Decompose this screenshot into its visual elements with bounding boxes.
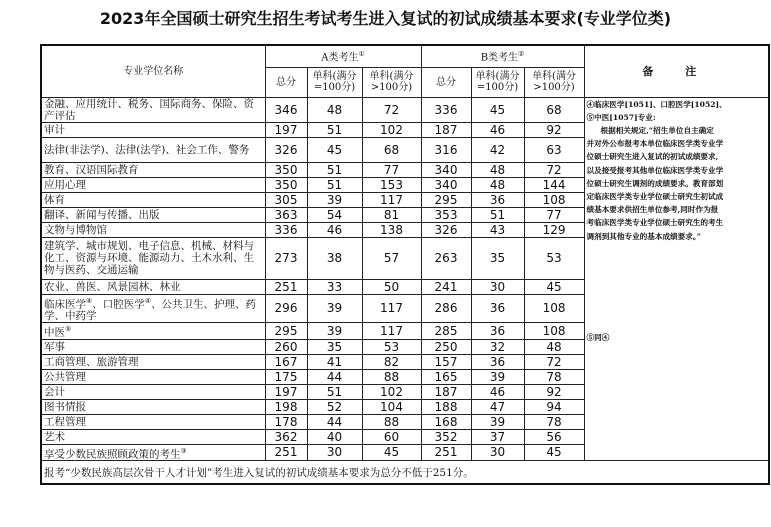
note-line: 位硕士研究生调剂的成绩要求。教育部划 <box>586 178 724 188</box>
score-cell-a-s100: 39 <box>307 323 362 340</box>
note-line: 以及接受报考其他单位临床医学类专业学 <box>586 165 724 175</box>
row-category-name: 建筑学、城市规划、电子信息、机械、材料与化工、资源与环境、能源动力、土木水利、生物与医药、交通运输 <box>41 237 265 279</box>
row-category-name: 工程管理 <box>41 414 265 429</box>
score-cell-a-s100: 51 <box>307 177 362 192</box>
score-cell-b-total: 168 <box>421 414 471 429</box>
score-cell-a-s100: 45 <box>307 137 362 162</box>
note-line: ④临床医学[1051]、口腔医学[1052]、 <box>586 99 727 109</box>
score-cell-a-sover: 82 <box>362 354 421 369</box>
score-cell-b-total: 340 <box>421 177 471 192</box>
score-cell-b-total: 241 <box>421 279 471 294</box>
score-cell-a-s100: 39 <box>307 294 362 323</box>
score-cell-b-sover: 92 <box>524 122 584 137</box>
score-cell-b-total: 285 <box>421 323 471 340</box>
score-cell-a-s100: 44 <box>307 414 362 429</box>
row-category-name: 享受少数民族照顾政策的考生③ <box>41 444 265 461</box>
score-cell-b-total: 352 <box>421 429 471 444</box>
score-cell-b-total: 295 <box>421 192 471 207</box>
score-cell-b-s100: 30 <box>471 444 524 461</box>
row-category-name: 体育 <box>41 192 265 207</box>
score-cell-a-s100: 52 <box>307 399 362 414</box>
score-cell-b-sover: 108 <box>524 192 584 207</box>
score-cell-a-total: 198 <box>265 399 307 414</box>
header-b-total: 总分 <box>421 67 471 97</box>
row-category-name: 工商管理、旅游管理 <box>41 354 265 369</box>
score-cell-a-sover: 117 <box>362 294 421 323</box>
score-cell-a-sover: 53 <box>362 339 421 354</box>
score-cell-b-sover: 108 <box>524 323 584 340</box>
score-cell-b-s100: 46 <box>471 122 524 137</box>
score-cell-b-s100: 45 <box>471 97 524 122</box>
row-category-name: 图书情报 <box>41 399 265 414</box>
score-cell-b-sover: 78 <box>524 414 584 429</box>
score-cell-a-total: 305 <box>265 192 307 207</box>
header-a-total: 总分 <box>265 67 307 97</box>
score-cell-b-sover: 45 <box>524 279 584 294</box>
row-category-name: 临床医学④、口腔医学④、公共卫生、护理、药学、中药学 <box>41 294 265 323</box>
row-category-name: 会计 <box>41 384 265 399</box>
score-cell-a-total: 363 <box>265 207 307 222</box>
score-cell-a-total: 273 <box>265 237 307 279</box>
score-cell-a-total: 197 <box>265 122 307 137</box>
score-cell-a-total: 251 <box>265 444 307 461</box>
score-cell-b-s100: 32 <box>471 339 524 354</box>
score-cell-a-s100: 46 <box>307 222 362 237</box>
note-line: ⑤中医[1057]专业: <box>586 112 656 122</box>
row-category-name: 中医⑤ <box>41 323 265 340</box>
score-cell-b-sover: 108 <box>524 294 584 323</box>
score-cell-b-sover: 144 <box>524 177 584 192</box>
score-cell-a-total: 178 <box>265 414 307 429</box>
score-cell-a-s100: 51 <box>307 384 362 399</box>
score-cell-a-sover: 104 <box>362 399 421 414</box>
note-line: 绩基本要求供招生单位参考,同时作为报 <box>586 205 719 215</box>
header-group-a: A类考生① <box>265 45 421 67</box>
score-cell-a-sover: 138 <box>362 222 421 237</box>
score-cell-a-s100: 51 <box>307 162 362 177</box>
header-a-single-100: 单科(满分 =100分) <box>307 67 362 97</box>
score-cell-a-total: 350 <box>265 162 307 177</box>
row-category-name: 教育、汉语国际教育 <box>41 162 265 177</box>
score-cell-a-total: 295 <box>265 323 307 340</box>
score-cell-b-s100: 39 <box>471 414 524 429</box>
score-cell-a-total: 346 <box>265 97 307 122</box>
row-category-name: 文物与博物馆 <box>41 222 265 237</box>
note-line: 并对外公布报考本单位临床医学类专业学 <box>586 139 724 149</box>
score-cell-a-s100: 48 <box>307 97 362 122</box>
header-remarks: 备 注 <box>584 45 769 97</box>
score-cell-a-sover: 45 <box>362 444 421 461</box>
row-category-name: 金融、应用统计、税务、国际商务、保险、资产评估 <box>41 97 265 122</box>
score-cell-a-total: 362 <box>265 429 307 444</box>
score-cell-a-total: 197 <box>265 384 307 399</box>
score-cell-b-total: 316 <box>421 137 471 162</box>
score-cell-a-sover: 117 <box>362 323 421 340</box>
score-cell-a-sover: 60 <box>362 429 421 444</box>
score-cell-a-sover: 77 <box>362 162 421 177</box>
score-cell-a-s100: 33 <box>307 279 362 294</box>
score-cell-a-sover: 88 <box>362 414 421 429</box>
score-cell-b-s100: 48 <box>471 177 524 192</box>
score-cell-b-total: 326 <box>421 222 471 237</box>
score-cell-a-sover: 72 <box>362 97 421 122</box>
score-cell-a-total: 350 <box>265 177 307 192</box>
score-cell-b-total: 251 <box>421 444 471 461</box>
score-cell-b-s100: 48 <box>471 162 524 177</box>
note-line: 位硕士研究生进入复试的初试成绩要求, <box>586 152 719 162</box>
score-cell-a-s100: 40 <box>307 429 362 444</box>
header-group-b: B类考生② <box>421 45 584 67</box>
row-category-name: 军事 <box>41 339 265 354</box>
score-cell-b-s100: 36 <box>471 323 524 340</box>
score-cell-a-total: 260 <box>265 339 307 354</box>
row-category-name: 公共管理 <box>41 369 265 384</box>
score-cell-b-sover: 63 <box>524 137 584 162</box>
score-cell-b-total: 188 <box>421 399 471 414</box>
score-cell-b-sover: 94 <box>524 399 584 414</box>
score-cell-a-s100: 44 <box>307 369 362 384</box>
score-cell-b-total: 336 <box>421 97 471 122</box>
score-cell-a-sover: 57 <box>362 237 421 279</box>
note-line: 调剂到其他专业的基本成绩要求。” <box>586 231 702 241</box>
score-cell-b-total: 165 <box>421 369 471 384</box>
score-cell-b-sover: 45 <box>524 444 584 461</box>
score-cell-b-s100: 36 <box>471 354 524 369</box>
score-cell-a-sover: 88 <box>362 369 421 384</box>
score-cell-b-s100: 36 <box>471 192 524 207</box>
score-cell-a-s100: 30 <box>307 444 362 461</box>
score-cell-a-total: 251 <box>265 279 307 294</box>
score-cell-a-s100: 39 <box>307 192 362 207</box>
score-cell-b-s100: 37 <box>471 429 524 444</box>
header-category: 专业学位名称 <box>41 45 265 97</box>
note-line: 考临床医学类专业学位硕士研究生的考生 <box>586 218 724 228</box>
row-category-name: 审计 <box>41 122 265 137</box>
score-table <box>40 44 770 485</box>
score-cell-a-total: 175 <box>265 369 307 384</box>
page-title: 2023年全国硕士研究生招生考试考生进入复试的初试成绩基本要求(专业学位类) <box>99 9 672 28</box>
note-line: 定临床医学类专业学位硕士研究生初试成 <box>586 191 724 201</box>
score-cell-a-s100: 54 <box>307 207 362 222</box>
score-cell-b-total: 263 <box>421 237 471 279</box>
score-cell-b-sover: 92 <box>524 384 584 399</box>
score-cell-a-total: 326 <box>265 137 307 162</box>
score-cell-b-s100: 51 <box>471 207 524 222</box>
score-cell-a-s100: 38 <box>307 237 362 279</box>
note-line: 根据相关规定,“招生单位自主确定 <box>600 125 714 135</box>
row-category-name: 艺术 <box>41 429 265 444</box>
score-cell-a-sover: 102 <box>362 384 421 399</box>
score-cell-a-sover: 102 <box>362 122 421 137</box>
score-cell-a-s100: 35 <box>307 339 362 354</box>
score-cell-b-total: 340 <box>421 162 471 177</box>
score-cell-b-s100: 43 <box>471 222 524 237</box>
score-cell-a-s100: 51 <box>307 122 362 137</box>
score-cell-a-s100: 41 <box>307 354 362 369</box>
score-cell-b-s100: 42 <box>471 137 524 162</box>
score-cell-a-sover: 153 <box>362 177 421 192</box>
score-cell-b-s100: 39 <box>471 369 524 384</box>
score-cell-b-sover: 68 <box>524 97 584 122</box>
footer-note: 报考“少数民族高层次骨干人才计划”考生进入复试的初试成绩基本要求为总分不低于251分。 <box>41 461 769 485</box>
score-cell-a-total: 167 <box>265 354 307 369</box>
header-b-single-100: 单科(满分 =100分) <box>471 67 524 97</box>
note-line: ⑤同④ <box>586 332 610 342</box>
score-cell-b-total: 250 <box>421 339 471 354</box>
score-cell-b-sover: 77 <box>524 207 584 222</box>
score-cell-a-sover: 68 <box>362 137 421 162</box>
score-cell-b-s100: 46 <box>471 384 524 399</box>
score-cell-b-sover: 78 <box>524 369 584 384</box>
score-cell-b-total: 353 <box>421 207 471 222</box>
score-cell-b-total: 187 <box>421 122 471 137</box>
score-cell-b-sover: 72 <box>524 354 584 369</box>
score-cell-b-sover: 129 <box>524 222 584 237</box>
score-cell-b-s100: 47 <box>471 399 524 414</box>
score-cell-b-sover: 48 <box>524 339 584 354</box>
score-cell-a-sover: 50 <box>362 279 421 294</box>
remarks-notes <box>584 97 769 461</box>
header-a-single-over: 单科(满分 >100分) <box>362 67 421 97</box>
score-cell-b-sover: 56 <box>524 429 584 444</box>
table-row <box>41 97 769 122</box>
row-category-name: 翻译、新闻与传播、出版 <box>41 207 265 222</box>
score-cell-b-s100: 30 <box>471 279 524 294</box>
score-cell-b-s100: 35 <box>471 237 524 279</box>
row-category-name: 农业、兽医、风景园林、林业 <box>41 279 265 294</box>
row-category-name: 应用心理 <box>41 177 265 192</box>
header-b-single-over: 单科(满分 >100分) <box>524 67 584 97</box>
score-cell-a-total: 296 <box>265 294 307 323</box>
score-cell-b-total: 286 <box>421 294 471 323</box>
score-cell-a-sover: 117 <box>362 192 421 207</box>
row-category-name: 法律(非法学)、法律(法学)、社会工作、警务 <box>41 137 265 162</box>
score-cell-a-sover: 81 <box>362 207 421 222</box>
score-cell-b-total: 157 <box>421 354 471 369</box>
score-cell-b-s100: 36 <box>471 294 524 323</box>
score-cell-a-total: 336 <box>265 222 307 237</box>
score-cell-b-sover: 53 <box>524 237 584 279</box>
score-cell-b-sover: 72 <box>524 162 584 177</box>
score-cell-b-total: 187 <box>421 384 471 399</box>
